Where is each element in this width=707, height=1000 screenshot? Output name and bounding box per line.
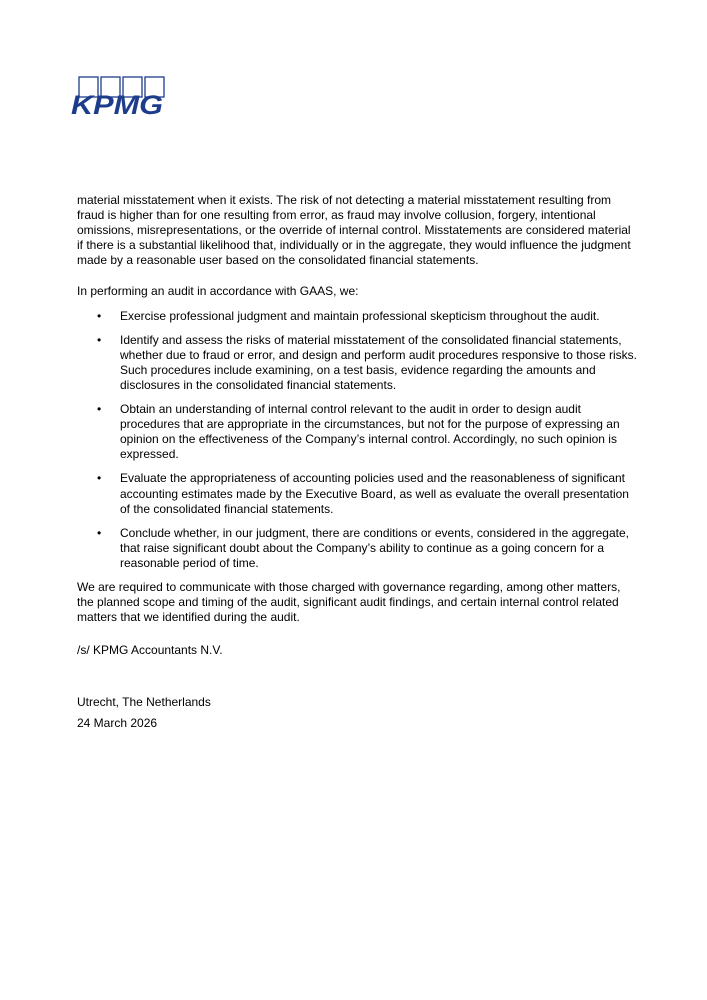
signature-line: /s/ KPMG Accountants N.V. <box>77 643 223 657</box>
logo-text: KPMG <box>71 90 163 118</box>
date-line: 24 March 2026 <box>77 716 158 730</box>
list-item: • Identify and assess the risks of material misstatement of the consolidated financial statements, whether due to fraud or error, and design and perform audit procedures responsive to those risks. Such procedures include examining, on a test basis, evidence regarding the amounts and disclosures in the consolidated financial statements. <box>97 332 637 392</box>
bullet-glyph: • <box>97 525 102 540</box>
list-item: • Conclude whether, in our judgment, there are conditions or events, considered in the aggregate, that raise significant doubt about the Company’s ability to continue as a going concern for a reasonable period of time. <box>97 525 629 570</box>
intro-paragraph: In performing an audit in accordance with GAAS, we: <box>77 284 359 299</box>
location-line: Utrecht, The Netherlands <box>77 695 211 709</box>
closing-paragraph: We are required to communicate with those charged with governance regarding, among other matters, the planned scope and timing of the audit, significant audit findings, and certain internal control related matters that we identified during the audit. <box>77 579 621 625</box>
report-body <box>77 193 639 625</box>
list-item: • Exercise professional judgment and maintain professional skepticism throughout the audit. <box>97 308 600 323</box>
bullet-glyph: • <box>97 402 102 417</box>
audit-procedures-list <box>77 309 639 571</box>
bullet-glyph: • <box>97 471 102 486</box>
continuation-paragraph: material misstatement when it exists. The risk of not detecting a material misstatement resulting from fraud is higher than for one resulting from error, as fraud may involve collusion, forgery, intentional omissions, misrepresentations, or the override of internal control. Misstatements are considered material if there is a substantial likelihood that, individually or in the aggregate, they would influence the judgment made by a reasonable user based on the consolidated financial statements. <box>77 193 631 268</box>
kpmg-logo <box>70 76 166 118</box>
list-item: • Obtain an understanding of internal control relevant to the audit in order to design audit procedures that are appropriate in the circumstances, but not for the purpose of expressing an opinion on the effectiveness of the Company’s internal control. Accordingly, no such opinion is expressed. <box>97 402 620 462</box>
bullet-glyph: • <box>97 332 102 347</box>
list-item: • Evaluate the appropriateness of accounting policies used and the reasonableness of significant accounting estimates made by the Executive Board, as well as evaluate the overall presentation of the consolidated financial statements. <box>97 471 629 516</box>
bullet-glyph: • <box>97 308 102 323</box>
